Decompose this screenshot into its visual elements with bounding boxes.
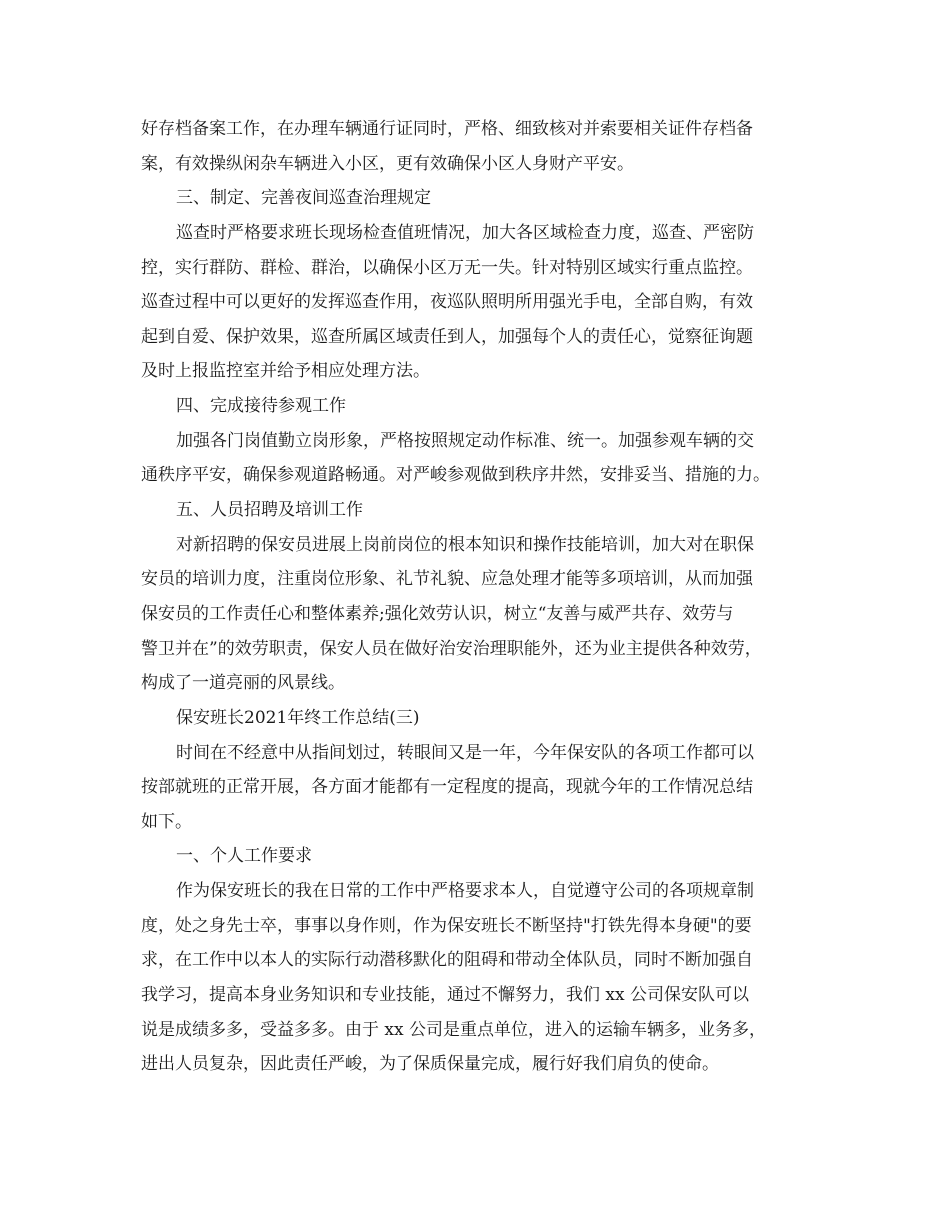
text-line: 保安员的工作责任心和整体素养;强化效劳认识，树立“友善与威严共存、效劳与 (141, 603, 734, 624)
section-heading: 三、制定、完善夜间巡查治理规定 (176, 188, 431, 209)
text-line: 案，有效操纵闲杂车辆进入小区，更有效确保小区人身财产平安。 (141, 153, 634, 174)
text-line: 进出人员复杂，因此责任严峻，为了保质保量完成，履行好我们肩负的使命。 (141, 1054, 719, 1075)
text-line: 巡查时严格要求班长现场检查值班情况，加大各区域检查力度，巡查、严密防 (176, 222, 754, 243)
text-line: 通秩序平安，确保参观道路畅通。对严峻参观做到秩序井然，安排妥当、措施的力。 (141, 465, 770, 486)
text-line: 起到自爱、保护效果，巡查所属区域责任到人，加强每个人的责任心，觉察征询题 (141, 326, 753, 347)
text-line: 控，实行群防、群检、群治，以确保小区万无一失。针对特别区域实行重点监控。 (141, 257, 753, 278)
section-heading: 五、人员招聘及培训工作 (176, 500, 363, 521)
document-subtitle: 保安班长2021年终工作总结(三) (176, 707, 420, 728)
text-line: 时间在不经意中从指间划过，转眼间又是一年，今年保安队的各项工作都可以 (176, 742, 754, 763)
text-line: 好存档备案工作，在办理车辆通行证同时，严格、细致核对并索要相关证件存档备 (141, 119, 753, 139)
text-line: 如下。 (141, 811, 192, 832)
text-line: 巡查过程中可以更好的发挥巡查作用，夜巡队照明所用强光手电，全部自购，有效 (141, 292, 753, 313)
text-line: 求，在工作中以本人的实际行动潜移默化的阻碍和带动全体队员，同时不断加强自 (141, 950, 753, 971)
text-line: 对新招聘的保安员进展上岗前岗位的根本知识和操作技能培训，加大对在职保 (176, 534, 754, 555)
text-line: 加强各门岗值勤立岗形象，严格按照规定动作标准、统一。加强参观车辆的交 (176, 430, 754, 451)
text-line: 度，处之身先士卒，事事以身作则，作为保安班长不断坚持"打铁先得本身硬"的要 (141, 915, 752, 936)
text-line: 及时上报监控室并给予相应处理方法。 (141, 361, 430, 382)
text-line: 构成了一道亮丽的风景线。 (141, 673, 345, 694)
section-heading: 一、个人工作要求 (176, 846, 312, 867)
text-line: 作为保安班长的我在日常的工作中严格要求本人，自觉遵守公司的各项规章制 (176, 881, 754, 902)
text-line: 安员的培训力度，注重岗位形象、礼节礼貌、应急处理才能等多项培训，从而加强 (141, 569, 753, 590)
document-body (141, 112, 821, 1082)
section-heading: 四、完成接待参观工作 (176, 396, 346, 417)
text-line: 按部就班的正常开展，各方面才能都有一定程度的提高，现就今年的工作情况总结 (141, 777, 753, 798)
text-line: 我学习，提高本身业务知识和专业技能，通过不懈努力，我们 xx 公司保安队可以 (141, 985, 749, 1006)
text-line: 警卫并在”的效劳职责，保安人员在做好治安治理职能外，还为业主提供各种效劳， (141, 638, 762, 659)
text-line: 说是成绩多多，受益多多。由于 xx 公司是重点单位，进入的运输车辆多，业务多， (141, 1019, 766, 1040)
